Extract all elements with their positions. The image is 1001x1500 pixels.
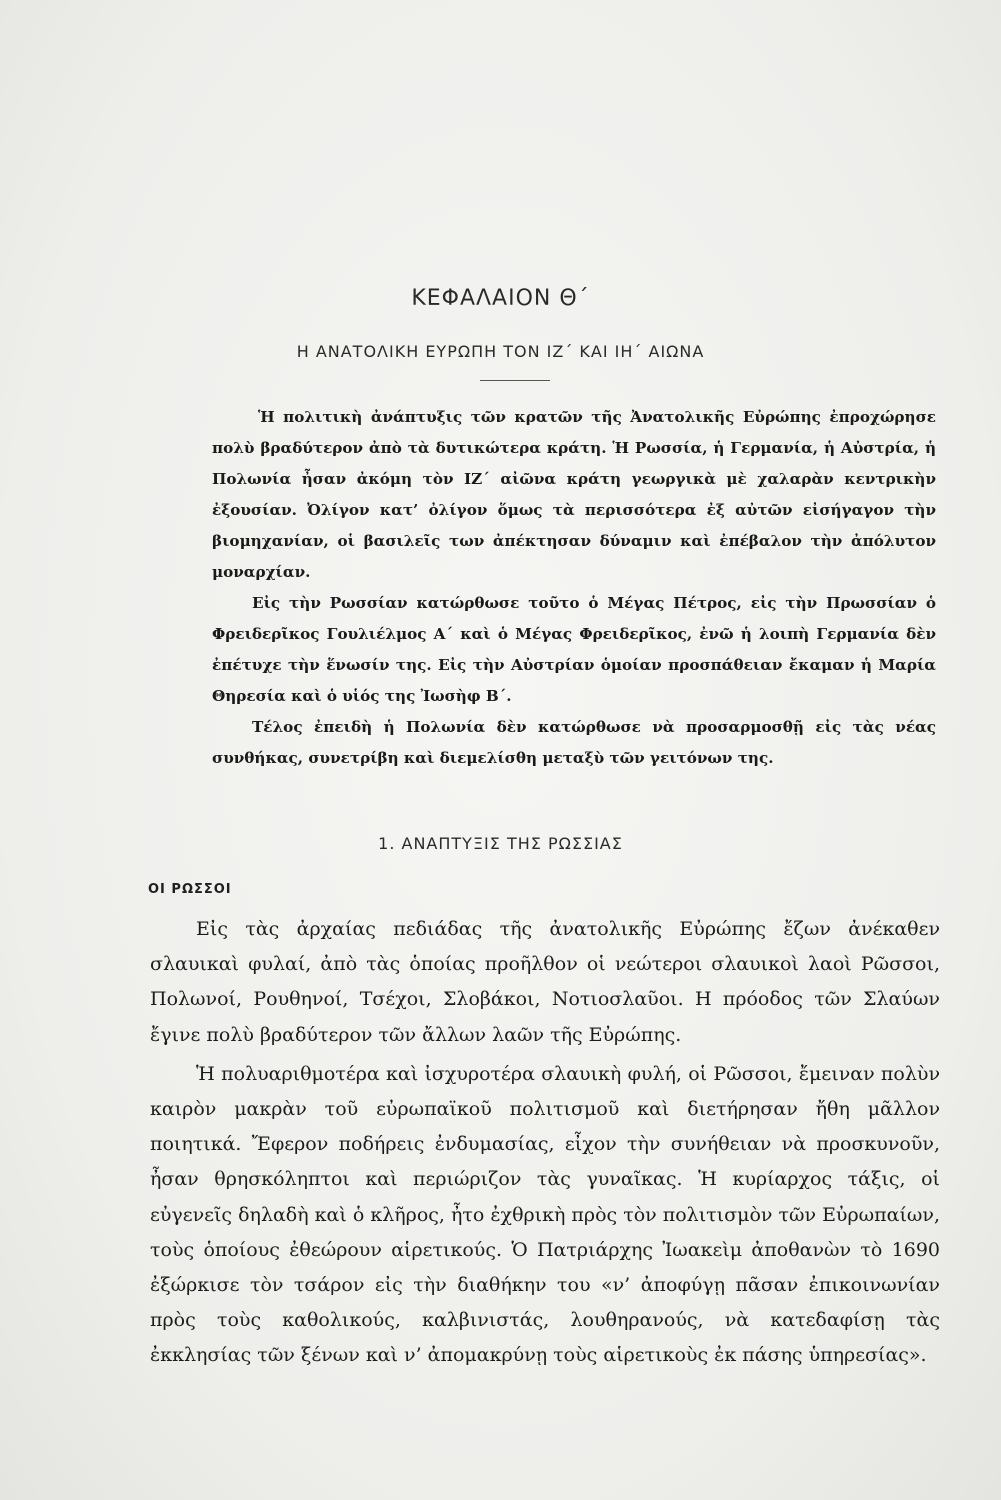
chapter-summary	[212, 402, 936, 774]
body-paragraph: Εἰς τὰς ἀρχαίας πεδιάδας τῆς ἀνατολικῆς Εὐρώπης ἔζων ἀνέκαθεν σλαυικαὶ φυλαί, ἀπὸ τὰς ὁποίας προῆλθον οἱ νεώτεροι σλαυικοὶ λαοὶ Ρῶσσοι, Πολωνοί, Ρουθηνοί, Τσέχοι, Σλοβάκοι, Νοτιοσλαῦοι. Η πρόοδος τῶν Σλαύων ἔγινε πολὺ βραδύτερον τῶν ἄλλων λαῶν τῆς Εὐρώπης.	[150, 918, 940, 1046]
chapter-title: ΚΕΦΑΛΑΙΟΝ Θ΄	[411, 286, 590, 311]
title-divider	[480, 380, 550, 381]
body-paragraph: Ἡ πολυαριθμοτέρα καὶ ἰσχυροτέρα σλαυικὴ φυλή, οἱ Ρῶσσοι, ἔμειναν πολὺν καιρὸν μακρὰν τοῦ εὐρωπαϊκοῦ πολιτισμοῦ καὶ διετήρησαν ἤθη μᾶλλον ποιητικά. Ἔφερον ποδήρεις ἐνδυμασίας, εἶχον τὴν συνήθειαν νὰ προσκυνοῦν, ἦσαν θρησκόληπτοι καὶ περιώριζον τὰς γυναῖκας. Ἡ κυρίαρχος τάξις, οἱ εὐγενεῖς δηλαδὴ καὶ ὁ κλῆρος, ἦτο ἐχθρικὴ πρὸς τὸν πολιτισμὸν τῶν Εὐρωπαίων, τοὺς ὁποίους ἐθεώρουν αἱρετικούς. Ὁ Πατριάρχης Ἰωακεὶμ ἀποθανὼν τὸ 1690 ἐξώρκισε τὸν τσάρον εἰς τὴν διαθήκην του «ν’ ἀποφύγῃ πᾶσαν ἐπικοινωνίαν πρὸς τοὺς καθολικούς, καλβινιστάς, λουθηρανούς, νὰ κατεδαφίσῃ τὰς ἐκκλησίας τῶν ξένων καὶ ν’ ἀπομακρύνῃ τοὺς αἱρετικοὺς ἐκ πάσης ὑπηρεσίας».	[150, 1062, 940, 1367]
summary-paragraph: Εἰς τὴν Ρωσσίαν κατώρθωσε τοῦτο ὁ Μέγας Πέτρος, εἰς τὴν Πρωσσίαν ὁ Φρειδερῖκος Γουλιέλμος Α΄ καὶ ὁ Μέγας Φρειδερῖκος, ἐνῶ ἡ λοιπὴ Γερμανία δὲν ἐπέτυχε τὴν ἕνωσίν της. Εἰς τὴν Αὐστρίαν ὁμοίαν προσπάθειαν ἔκαμαν ἡ Μαρία Θηρεσία καὶ ὁ υἱός της Ἰωσὴφ Β΄.	[212, 594, 936, 705]
summary-paragraph: Τέλος ἐπειδὴ ἡ Πολωνία δὲν κατώρθωσε νὰ προσαρμοσθῇ εἰς τὰς νέας συνθήκας, συνετρίβη καὶ διεμελίσθη μεταξὺ τῶν γειτόνων της.	[212, 718, 936, 767]
chapter-subtitle: Η ΑΝΑΤΟΛΙΚΗ ΕΥΡΩΠΗ ΤΟΝ ΙΖ΄ ΚΑΙ ΙΗ΄ ΑΙΩΝΑ	[296, 342, 705, 361]
summary-paragraph: Ἡ πολιτικὴ ἀνάπτυξις τῶν κρατῶν τῆς Ἀνατολικῆς Εὐρώπης ἐπροχώρησε πολὺ βραδύτερον ἀπὸ τὰ δυτικώτερα κράτη. Ἡ Ρωσσία, ἡ Γερμανία, ἡ Αὐστρία, ἡ Πολωνία ἦσαν ἀκόμη τὸν ΙΖ΄ αἰῶνα κράτη γεωργικὰ μὲ χαλαρὰν κεντρικὴν ἐξουσίαν. Ὀλίγον κατ’ ὀλίγον ὅμως τὰ περισσότερα ἐξ αὐτῶν εἰσήγαγον τὴν βιομηχανίαν, οἱ βασιλεῖς των ἀπέκτησαν δύναμιν καὶ ἐπέβαλον τὴν ἀπόλυτον μοναρχίαν.	[212, 408, 936, 581]
section-title: 1. ΑΝΑΠΤΥΞΙΣ ΤΗΣ ΡΩΣΣΙΑΣ	[378, 834, 623, 853]
side-heading: ΟΙ ΡΩΣΣΟΙ	[148, 882, 232, 897]
body-text	[150, 912, 940, 1374]
